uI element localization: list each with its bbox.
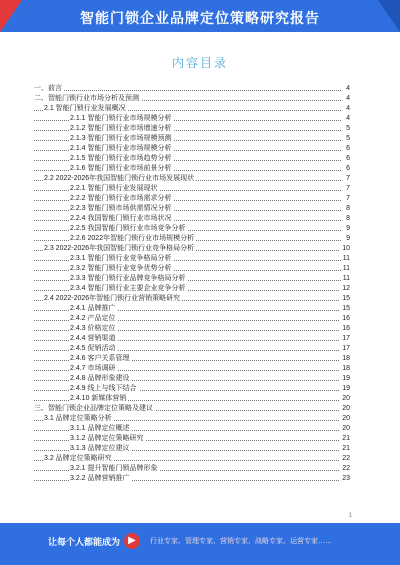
toc-entry-page: 19 [342,375,350,382]
toc-entry-page: 9 [346,225,350,232]
toc-entry[interactable] [34,114,350,124]
toc-entry-page: 21 [342,435,350,442]
toc-entry-page: 22 [342,465,350,472]
toc-entry-label: 3.2 品牌定位策略研究 [44,455,112,462]
toc-entry-label: 2.4.4 营销渠道 [70,335,116,342]
toc-entry-page: 20 [342,395,350,402]
toc-entry-page: 20 [342,405,350,412]
toc-entry-page: 16 [342,315,350,322]
toc-entry[interactable] [34,424,350,434]
toc-entry-page: 18 [342,355,350,362]
toc-entry-page: 12 [342,285,350,292]
toc-entry-label: 2.2.6 2022年智能门锁行业市场规模分析 [70,235,195,242]
toc-entry[interactable] [34,134,350,144]
toc-entry[interactable] [34,94,350,104]
toc-entry[interactable] [34,284,350,294]
arrow-icon: ▶ [124,533,140,549]
toc-entry[interactable] [34,314,350,324]
footer-lead-text: 让每个人都能成为 [48,537,121,547]
toc-entry-label: 3.1.3 品牌定位建议 [70,445,130,452]
table-of-contents [34,84,350,484]
toc-entry-label: 2.2.2 智能门锁行业市场需求分析 [70,195,172,202]
toc-entry[interactable] [34,154,350,164]
toc-entry[interactable] [34,214,350,224]
toc-entry-page: 6 [346,155,350,162]
toc-entry[interactable] [34,454,350,464]
toc-entry-label: 2.4.9 线上与线下结合 [70,385,137,392]
toc-entry-label: 2.2 2022-2026年我国智能门锁行业市场发展现状 [44,175,195,182]
toc-entry-label: 3.2.2 品牌营销推广 [70,475,130,482]
toc-entry-page: 6 [346,165,350,172]
toc-entry-label: 2.1.2 智能门锁行业市场增速分析 [70,125,172,132]
toc-entry[interactable] [34,174,350,184]
toc-entry-page: 15 [342,305,350,312]
toc-entry[interactable] [34,334,350,344]
footer-banner [0,523,400,565]
toc-entry[interactable] [34,244,350,254]
toc-entry[interactable] [34,124,350,134]
toc-entry[interactable] [34,474,350,484]
toc-entry-page: 4 [346,95,350,102]
toc-entry[interactable] [34,234,350,244]
toc-entry-label: 2.4.1 品牌推广 [70,305,116,312]
toc-entry-page: 5 [346,125,350,132]
toc-entry-label: 2.3.1 智能门锁行业竞争格局分析 [70,255,172,262]
toc-entry[interactable] [34,384,350,394]
toc-entry-label: 2.4.2 产品定位 [70,315,116,322]
toc-entry[interactable] [34,364,350,374]
toc-entry-label: 2.4.3 价格定位 [70,325,116,332]
toc-entry-page: 9 [346,235,350,242]
toc-entry-page: 17 [342,335,350,342]
toc-entry-label: 2.4.7 市场调研 [70,365,116,372]
page-number: 1 [348,513,352,519]
toc-entry-label: 3.1.1 品牌定位概述 [70,425,130,432]
toc-entry-label: 2.1.1 智能门锁行业市场规模分析 [70,115,172,122]
toc-entry[interactable] [34,274,350,284]
toc-entry-label: 2.2.1 智能门锁行业发展现状 [70,185,158,192]
toc-entry-label: 二、智能门锁行业市场分析及预测 [34,95,139,102]
toc-entry-label: 2.3 2022-2026年我国智能门锁行业竞争格局分析 [44,245,195,252]
toc-entry-page: 20 [342,425,350,432]
toc-entry-label: 2.4 2022-2026年智能门锁行业营销策略研究 [44,295,181,302]
toc-entry[interactable] [34,254,350,264]
toc-entry[interactable] [34,184,350,194]
toc-heading: 内容目录 [171,56,228,70]
toc-entry-page: 5 [346,135,350,142]
toc-entry[interactable] [34,434,350,444]
toc-entry-label: 2.1 智能门锁行业发展概况 [44,105,126,112]
toc-entry-page: 4 [346,105,350,112]
toc-entry-page: 19 [342,385,350,392]
toc-entry-page: 16 [342,325,350,332]
toc-entry-label: 2.4.5 促销活动 [70,345,116,352]
toc-entry[interactable] [34,144,350,154]
toc-entry[interactable] [34,354,350,364]
report-header [0,0,400,32]
toc-entry-label: 2.3.2 智能门锁行业竞争优势分析 [70,265,172,272]
toc-entry[interactable] [34,194,350,204]
toc-entry[interactable] [34,414,350,424]
toc-entry[interactable] [34,374,350,384]
toc-entry-page: 10 [342,245,350,252]
toc-entry-label: 2.2.5 我国智能门锁行业市场竞争分析 [70,225,186,232]
toc-entry-label: 2.1.5 智能门锁行业市场趋势分析 [70,155,172,162]
toc-entry[interactable] [34,404,350,414]
toc-entry[interactable] [34,304,350,314]
toc-entry-page: 11 [342,255,350,262]
toc-entry-label: 2.4.6 客户关系管理 [70,355,130,362]
report-title: 智能门锁企业品牌定位策略研究报告 [80,10,320,26]
toc-entry-label: 2.4.8 品牌形象建设 [70,375,130,382]
toc-entry[interactable] [34,104,350,114]
toc-entry[interactable] [34,204,350,214]
toc-entry-label: 三、智能门锁企业品牌定位策略及建议 [34,405,153,412]
toc-entry-page: 4 [346,85,350,92]
toc-entry[interactable] [34,324,350,334]
toc-entry[interactable] [34,84,350,94]
toc-entry-page: 7 [346,195,350,202]
toc-entry-label: 一、前言 [34,85,62,92]
toc-entry[interactable] [34,444,350,454]
toc-entry-label: 2.2.4 我国智能门锁行业市场状况 [70,215,172,222]
toc-entry-page: 7 [346,175,350,182]
toc-entry-page: 11 [342,265,350,272]
toc-entry-page: 8 [346,215,350,222]
toc-entry[interactable] [34,224,350,234]
toc-entry-page: 11 [342,275,350,282]
toc-entry-page: 23 [342,475,350,482]
toc-entry-page: 17 [342,345,350,352]
toc-entry[interactable] [34,164,350,174]
toc-entry-page: 22 [342,455,350,462]
toc-entry[interactable] [34,344,350,354]
toc-entry-label: 2.1.6 智能门锁行业市场前景分析 [70,165,172,172]
toc-entry-page: 20 [342,415,350,422]
toc-entry-page: 7 [346,185,350,192]
toc-entry-label: 3.2.1 提升智能门锁品牌形象 [70,465,158,472]
toc-entry[interactable] [34,394,350,404]
toc-entry-label: 3.1 品牌定位策略分析 [44,415,112,422]
toc-entry-page: 4 [346,115,350,122]
toc-leader-dots [34,90,341,91]
toc-entry-page: 15 [342,295,350,302]
toc-entry[interactable] [34,294,350,304]
toc-entry-label: 2.4.10 新媒体营销 [70,395,127,402]
toc-entry-label: 2.3.4 智能门锁行业主要企业竞争分析 [70,285,186,292]
footer-roles-text: 行业专家、管理专家、营销专家、战略专家、运营专家…… [150,538,332,545]
toc-entry[interactable] [34,464,350,474]
toc-entry-label: 2.3.3 智能门锁行业品牌竞争格局分析 [70,275,186,282]
toc-entry-page: 6 [346,145,350,152]
toc-entry-label: 2.1.3 智能门锁行业市场规模预测 [70,135,172,142]
toc-entry-label: 3.1.2 品牌定位策略研究 [70,435,144,442]
toc-entry-label: 2.2.3 智能门锁市场供需情况分析 [70,205,172,212]
toc-entry-label: 2.1.4 智能门锁行业市场规模分析 [70,145,172,152]
toc-entry-page: 18 [342,365,350,372]
toc-entry-page: 8 [346,205,350,212]
toc-entry-page: 21 [342,445,350,452]
toc-entry[interactable] [34,264,350,274]
